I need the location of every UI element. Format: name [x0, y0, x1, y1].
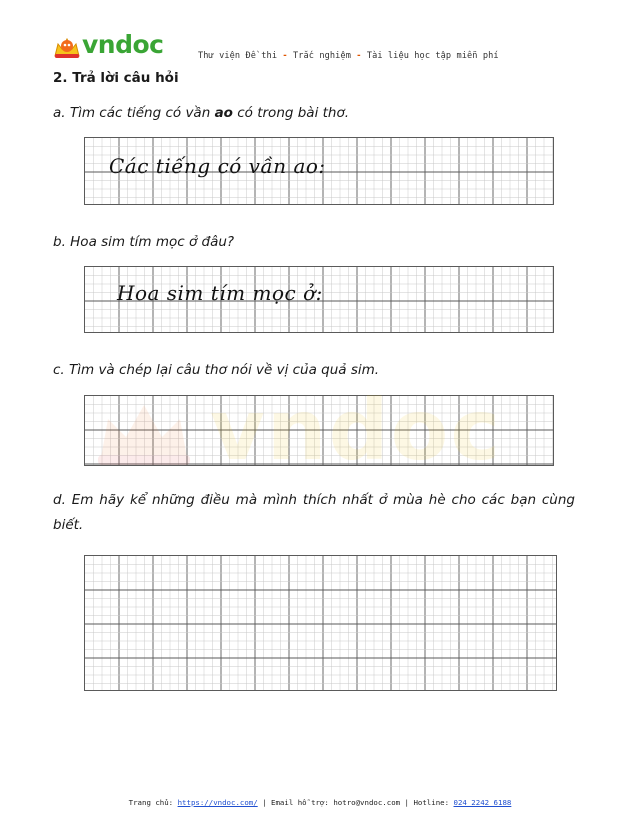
- tagline-library: Thư viện Đề thi: [198, 51, 278, 61]
- watermark-wordmark: vndoc: [210, 393, 503, 467]
- tagline-separator: -: [282, 51, 288, 61]
- mascot-icon: [55, 39, 79, 58]
- question-c: c. Tìm và chép lại câu thơ nói về vị của quả sim.: [53, 362, 380, 378]
- question-d: d. Em hãy kể những điều mà mình thích nhất ở mùa hè cho các bạn cùng biết.: [53, 492, 575, 533]
- writing-grid-b[interactable]: [84, 266, 554, 333]
- section-title: 2. Trả lời câu hỏi: [53, 70, 179, 86]
- question-a-suffix: có trong bài thơ.: [232, 105, 350, 121]
- page-footer: [0, 798, 640, 807]
- question-a-highlight: ao: [214, 105, 233, 121]
- footer-hotline[interactable]: 024 2242 6188: [453, 798, 512, 807]
- footer-home-link[interactable]: https://vndoc.com/: [177, 798, 258, 807]
- writing-grid-d[interactable]: [84, 555, 557, 691]
- question-b: b. Hoa sim tím mọc ở đâu?: [53, 234, 235, 250]
- tagline-separator: -: [356, 51, 362, 61]
- header-tagline: [198, 51, 499, 61]
- footer-email-label: | Email hỗ trợ:: [257, 798, 334, 807]
- logo-wordmark: vndoc: [82, 30, 164, 59]
- writing-grid-a[interactable]: [84, 137, 554, 205]
- writing-grid-c[interactable]: [84, 395, 554, 466]
- question-a-prefix: a. Tìm các tiếng có vần: [53, 105, 215, 121]
- answer-a-text: Các tiếng có vần ao:: [109, 154, 326, 178]
- footer-hotline-label: | Hotline:: [400, 798, 454, 807]
- answer-b-text: Hoa sim tím mọc ở:: [117, 281, 323, 305]
- footer-home-label: Trang chủ:: [128, 798, 178, 807]
- tagline-quiz: Trắc nghiệm: [292, 51, 351, 61]
- page-header: [0, 0, 640, 70]
- tagline-docs: Tài liệu học tập miễn phí: [366, 51, 499, 61]
- footer-email[interactable]: hotro@vndoc.com: [333, 798, 401, 807]
- question-a: [53, 105, 349, 121]
- vndoc-logo[interactable]: [52, 26, 180, 60]
